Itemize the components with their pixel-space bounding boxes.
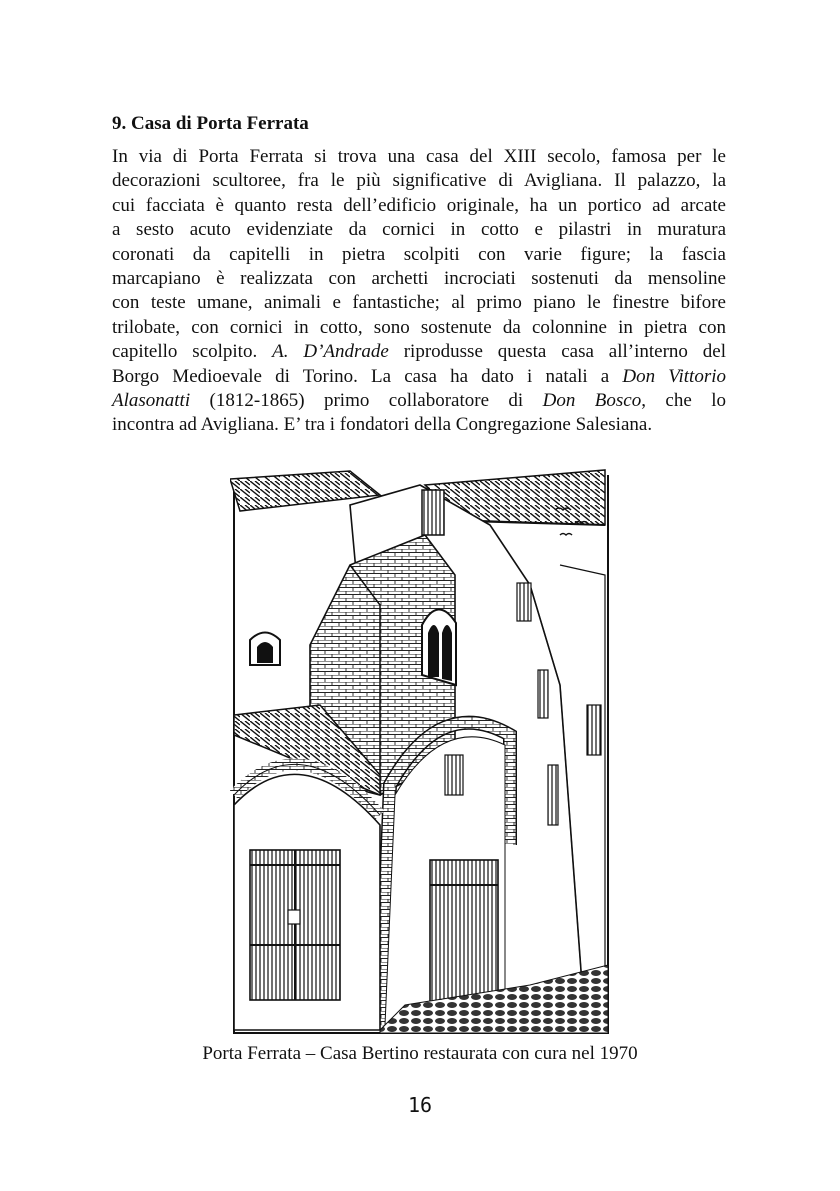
italic-run: Alasonatti [112, 390, 191, 412]
body-paragraph [112, 145, 726, 438]
text-line [112, 316, 726, 340]
text-run: decorazioni scultoree, fra le più significative di Avigliana. Il palazzo, la [112, 170, 726, 192]
text-line [112, 267, 726, 291]
text-line [112, 365, 726, 389]
section-heading: 9. Casa di Porta Ferrata [112, 113, 309, 134]
text-line [112, 145, 726, 169]
text-run: cui facciata è quanto resta dell’edificio originale, ha un portico ad arcate [112, 194, 726, 216]
text-line [112, 291, 726, 315]
text-run: a sesto acuto evidenziate da cornici in cotto e pilastri in muratura [112, 219, 726, 241]
text-run: trilobate, con cornici in cotto, sono sostenute da colonnine in pietra con [112, 316, 726, 338]
text-run: marcapiano è realizzata con archetti incrociati sostenuti da mensoline [112, 268, 726, 290]
text-run: In via di Porta Ferrata si trova una casa del XIII secolo, famosa per le [112, 146, 726, 167]
page-number: 16 [407, 1093, 433, 1117]
text-line [112, 194, 726, 218]
text-line [112, 340, 726, 364]
text-run: , che lo [641, 390, 727, 412]
illustration-porta-ferrata [230, 465, 610, 1035]
text-run: (1812-1865) primo collaboratore di [190, 390, 543, 412]
figure-caption: Porta Ferrata – Casa Bertino restaurata con cura nel 1970 [202, 1043, 638, 1064]
text-line [112, 389, 726, 413]
text-line [112, 169, 726, 193]
text-line [112, 413, 726, 437]
text-run: Borgo Medioevale di Torino. La casa ha dato i natali a [112, 365, 623, 387]
text-run: coronati da capitelli in pietra scolpiti con varie figure; la fascia [112, 243, 726, 265]
text-run: con teste umane, animali e fantastiche; al primo piano le finestre bifore [112, 292, 726, 314]
text-run: riprodusse questa casa all’interno del [388, 341, 727, 363]
text-line [112, 243, 726, 267]
text-line [112, 218, 726, 242]
text-run: capitello scolpito. [112, 341, 273, 363]
text-run: incontra ad Avigliana. E’ tra i fondatori della Congregazione Salesiana. [112, 414, 653, 436]
italic-run: Don Vittorio [622, 365, 726, 387]
italic-run: Don Bosco [542, 390, 642, 412]
italic-run: A. D’Andrade [272, 341, 389, 363]
